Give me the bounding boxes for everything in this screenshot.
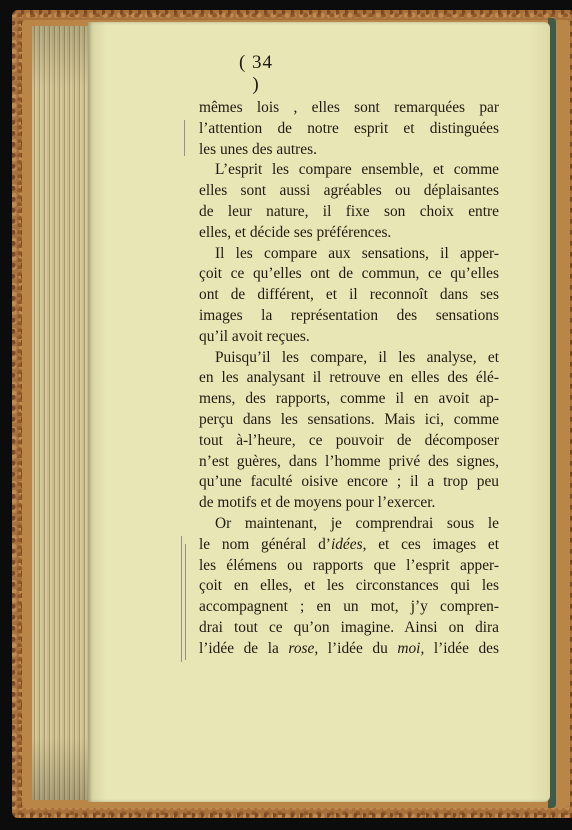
text-line: L’esprit les compare ensemble, et comme <box>215 161 499 179</box>
text-line: le nom général d’idées, et ces images et <box>199 535 500 553</box>
pencil-margin-mark <box>181 536 182 662</box>
text-line: Or maintenant, je comprendrai sous le <box>215 514 499 532</box>
page-stack-edge <box>32 26 89 800</box>
text-line: ont de différent, et il reconnoît dans ses <box>199 286 499 304</box>
text-line: images la représentation des sensations <box>199 306 499 324</box>
text-line: drai tout ce qu’on imagine. Ainsi on dira <box>199 618 499 636</box>
text-line: mêmes lois , elles sont remarquées par <box>199 99 499 116</box>
text-line: tout à-l’heure, ce pouvoir de décomposer <box>199 431 499 449</box>
text-line: mens, des rapports, comme il en avoit ap- <box>199 390 499 408</box>
pencil-margin-mark <box>184 120 185 156</box>
page-number: ( 34 ) <box>238 52 274 95</box>
text-line: qu’il avoit reçues. <box>199 327 310 345</box>
text-line: de leur nature, il fixe son choix entre <box>199 202 499 220</box>
text-line: elles, et décide ses préférences. <box>199 223 392 241</box>
text-line: qu’une faculté oisive encore ; il a trop peu <box>199 473 499 491</box>
text-line: perçu dans les sensations. Mais ici, comme <box>199 410 499 428</box>
body-text <box>199 98 499 660</box>
pencil-margin-mark <box>185 544 186 660</box>
text-line: en les analysant il retrouve en elles des élé- <box>199 369 499 387</box>
text-line: çoit ce qu’elles ont de commun, ce qu’elles <box>199 265 499 283</box>
text-line: l’attention de notre esprit et distinguées <box>199 119 499 137</box>
text-line: les unes des autres. <box>199 140 317 158</box>
text-line: çoit en elles, et les circonstances qui les <box>199 577 499 595</box>
text-line: les élémens ou rapports que l’esprit apper- <box>199 556 499 574</box>
text-line: Il les compare aux sensations, il apper- <box>215 244 499 262</box>
text-line: Puisqu’il les compare, il les analyse, et <box>215 348 499 366</box>
text-line: elles sont aussi agréables ou déplaisantes <box>199 182 499 200</box>
text-line: de motifs et de moyens pour l’exercer. <box>199 494 436 512</box>
text-line: l’idée de la rose, l’idée du moi, l’idée des <box>199 639 500 657</box>
text-line: accompagnent ; en un mot, j’y compren- <box>199 598 499 616</box>
text-line: n’est guères, dans l’homme privé des signes, <box>199 452 499 470</box>
